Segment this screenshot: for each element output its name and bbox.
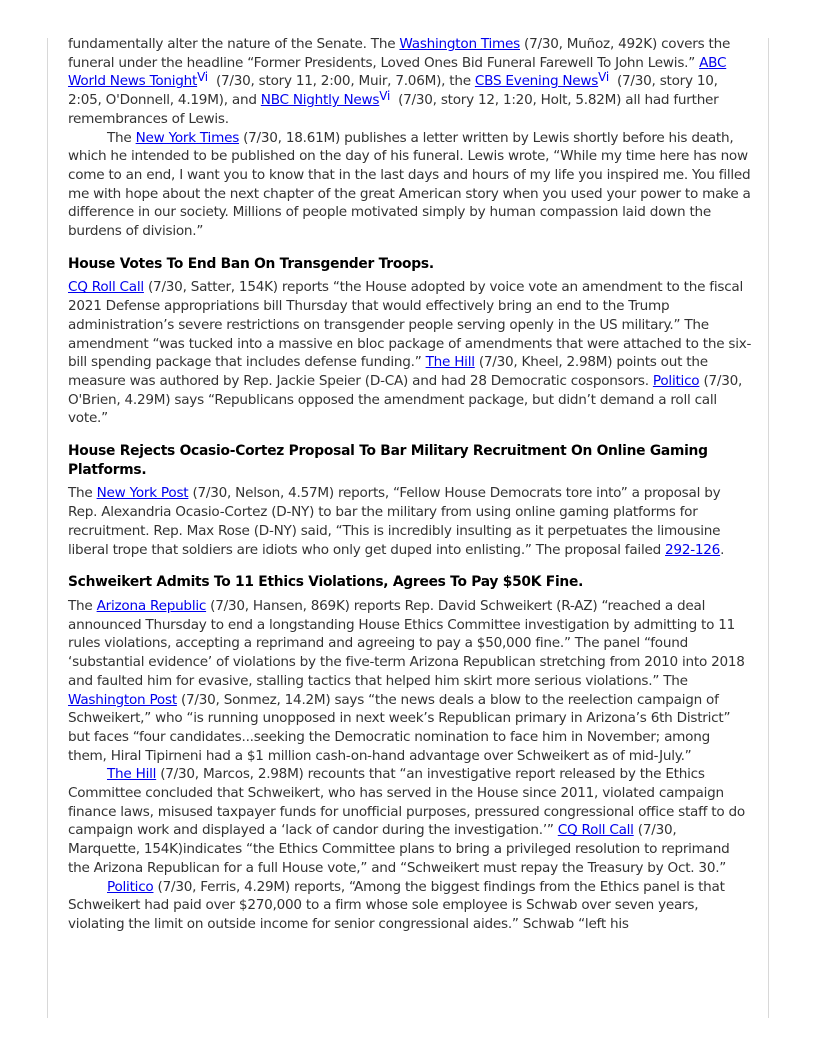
left-border-rule bbox=[47, 38, 48, 1018]
article-paragraph bbox=[68, 597, 752, 765]
paragraph-text: (7/30, 18.61M) publishes a letter written by Lewis shortly before his death, which he intended to be published on the day of his funeral. Lewis wrote, “While my time here has now come to an end, I want you to know that in the last days and hours of my life you inspired me. You filled me with hope about the next chapter of the great American story when you used your power to make a difference in our society. Millions of people motivated simply by human compassion laid down the burdens of division.” bbox=[68, 129, 751, 240]
paragraph-text: (7/30, Ferris, 4.29M) reports, “Among the biggest findings from the Ethics panel is that Schweikert had paid over $270,000 to a firm whose sole employee is Schwab over seven years, violating the limit on outside income for senior congressional aides.” Schwab “left his bbox=[68, 878, 725, 932]
source-link[interactable]: New York Times bbox=[135, 129, 240, 146]
paragraph-text: (7/30, Marquette, 154K)indicates “the Ethics Committee plans to bring a privileged resolution to reprimand the Arizona Republican for a full House vote,” and “Schweikert must repay the Treasury by Oct. 30.” bbox=[68, 822, 730, 876]
paragraph-text: (7/30, Muñoz, 492K) covers the funeral under the headline “Former Presidents, Loved Ones Bid Funeral Farewell To John Lewis.” bbox=[68, 36, 731, 71]
source-link[interactable]: Washington Times bbox=[399, 36, 520, 52]
paragraph-text: (7/30, Nelson, 4.57M) reports, “Fellow House Democrats tore into” a proposal by Rep. Alexandria Ocasio-Cortez (D-NY) to bar the military from using online gaming platforms for recruitment. Rep. Max Rose (D-NY) said, “This is incredibly insulting as it perpetuates the limousine liberal trope that soldiers are idiots who only get duped into enlisting.” The proposal failed bbox=[68, 485, 721, 558]
source-link[interactable]: CQ Roll Call bbox=[68, 279, 144, 296]
paragraph-text: (7/30, story 11, 2:00, Muir, 7.06M), the bbox=[211, 73, 475, 90]
source-link[interactable]: Washington Post bbox=[68, 691, 177, 708]
source-link[interactable]: CQ Roll Call bbox=[557, 822, 634, 839]
paragraph-text: (7/30, Sonmez, 14.2M) says “the news deals a blow to the reelection campaign of Schweikert,” who “is running unopposed in next week’s Republican primary in Arizona’s 6th District” but faces “four candidates...seeking the Democratic nomination to face him in November; among them, Hiral Tipirneni had a $1 million cash-on-hand advantage over Schweikert as of mid-July.” bbox=[68, 691, 731, 764]
source-link[interactable]: Arizona Republic bbox=[96, 597, 207, 614]
paragraph-text: The bbox=[107, 129, 136, 146]
paragraph-text: (7/30, Satter, 154K) reports “the House adopted by voice vote an amendment to the fiscal 2021 Defense appropriations bill Thursday that would effectively bring an end to the Trump administration’s severe restrictions on transgender people serving openly in the US military.” The amendment “was tucked into a massive en bloc package of amendments that were attached to the six-bill spending package that includes defense funding.” bbox=[68, 279, 752, 371]
article-paragraph bbox=[68, 878, 752, 934]
source-link[interactable]: NBC Nightly News bbox=[260, 92, 380, 109]
section-headline: House Rejects Ocasio-Cortez Proposal To Bar Military Recruitment On Online Gaming Platforms. bbox=[68, 443, 708, 478]
source-link[interactable]: The Hill bbox=[425, 354, 475, 371]
paragraph-text: (7/30, Hansen, 869K) reports Rep. David Schweikert (R-AZ) “reached a deal announced Thursday to end a longstanding House Ethics Committee investigation by admitting to 11 rules violations, accepting a reprimand and agreeing to pay a $50,000 fine.” The panel “found ‘substantial evidence’ of violations by the five-term Arizona Republican stretching from 2010 into 2018 and faulted him for evasive, stalling tactics that helped him skirt more serious violations.” The bbox=[68, 597, 745, 689]
source-link[interactable]: Politico bbox=[652, 372, 700, 389]
video-indicator-icon[interactable]: Vi bbox=[379, 89, 391, 104]
source-link[interactable]: Politico bbox=[107, 878, 154, 895]
paragraph-text: (7/30, story 12, 1:20, Holt, 5.82M) all had further remembrances of Lewis. bbox=[68, 92, 719, 127]
paragraph-text: fundamentally alter the nature of the Senate. The bbox=[68, 36, 400, 52]
section-headline: Schweikert Admits To 11 Ethics Violations, Agrees To Pay $50K Fine. bbox=[68, 574, 584, 591]
news-briefing-page bbox=[68, 35, 752, 934]
source-link[interactable]: ABC World News Tonight bbox=[68, 54, 727, 90]
video-indicator-icon[interactable]: Vi bbox=[598, 70, 609, 85]
paragraph-text: (7/30, Kheel, 2.98M) points out the measure was authored by Rep. Jackie Speier (D-CA) and had 28 Democratic cosponsors. bbox=[68, 354, 708, 389]
paragraph-text: The bbox=[68, 597, 97, 614]
source-link[interactable]: New York Post bbox=[96, 485, 189, 502]
paragraph-text: The bbox=[68, 485, 97, 502]
right-border-rule bbox=[768, 38, 769, 1018]
article-paragraph bbox=[68, 484, 752, 559]
source-link[interactable]: CBS Evening News bbox=[474, 73, 599, 90]
article-paragraph bbox=[68, 129, 752, 241]
paragraph-text: (7/30, Marcos, 2.98M) recounts that “an investigative report released by the Ethics Committee concluded that Schweikert, who has served in the House since 2011, violated campaign finance laws, misused taxpayer funds for unofficial purposes, pressured congressional office staff to do campaign work and displayed a ‘lack of candor during the investigation.’” bbox=[68, 766, 745, 839]
source-link[interactable]: 292-126 bbox=[665, 541, 721, 558]
article-paragraph bbox=[68, 765, 752, 877]
article-paragraph bbox=[68, 35, 752, 129]
source-link[interactable]: The Hill bbox=[107, 766, 157, 783]
paragraph-text: . bbox=[720, 541, 725, 558]
section-headline: House Votes To End Ban On Transgender Troops. bbox=[68, 255, 434, 272]
paragraph-text: (7/30, O'Brien, 4.29M) says “Republicans opposed the amendment package, but didn’t demand a roll call vote.” bbox=[68, 372, 743, 427]
paragraph-text: (7/30, story 10, 2:05, O'Donnell, 4.19M), and bbox=[68, 73, 718, 109]
video-indicator-icon[interactable]: Vi bbox=[197, 70, 208, 85]
article-paragraph bbox=[68, 278, 752, 428]
